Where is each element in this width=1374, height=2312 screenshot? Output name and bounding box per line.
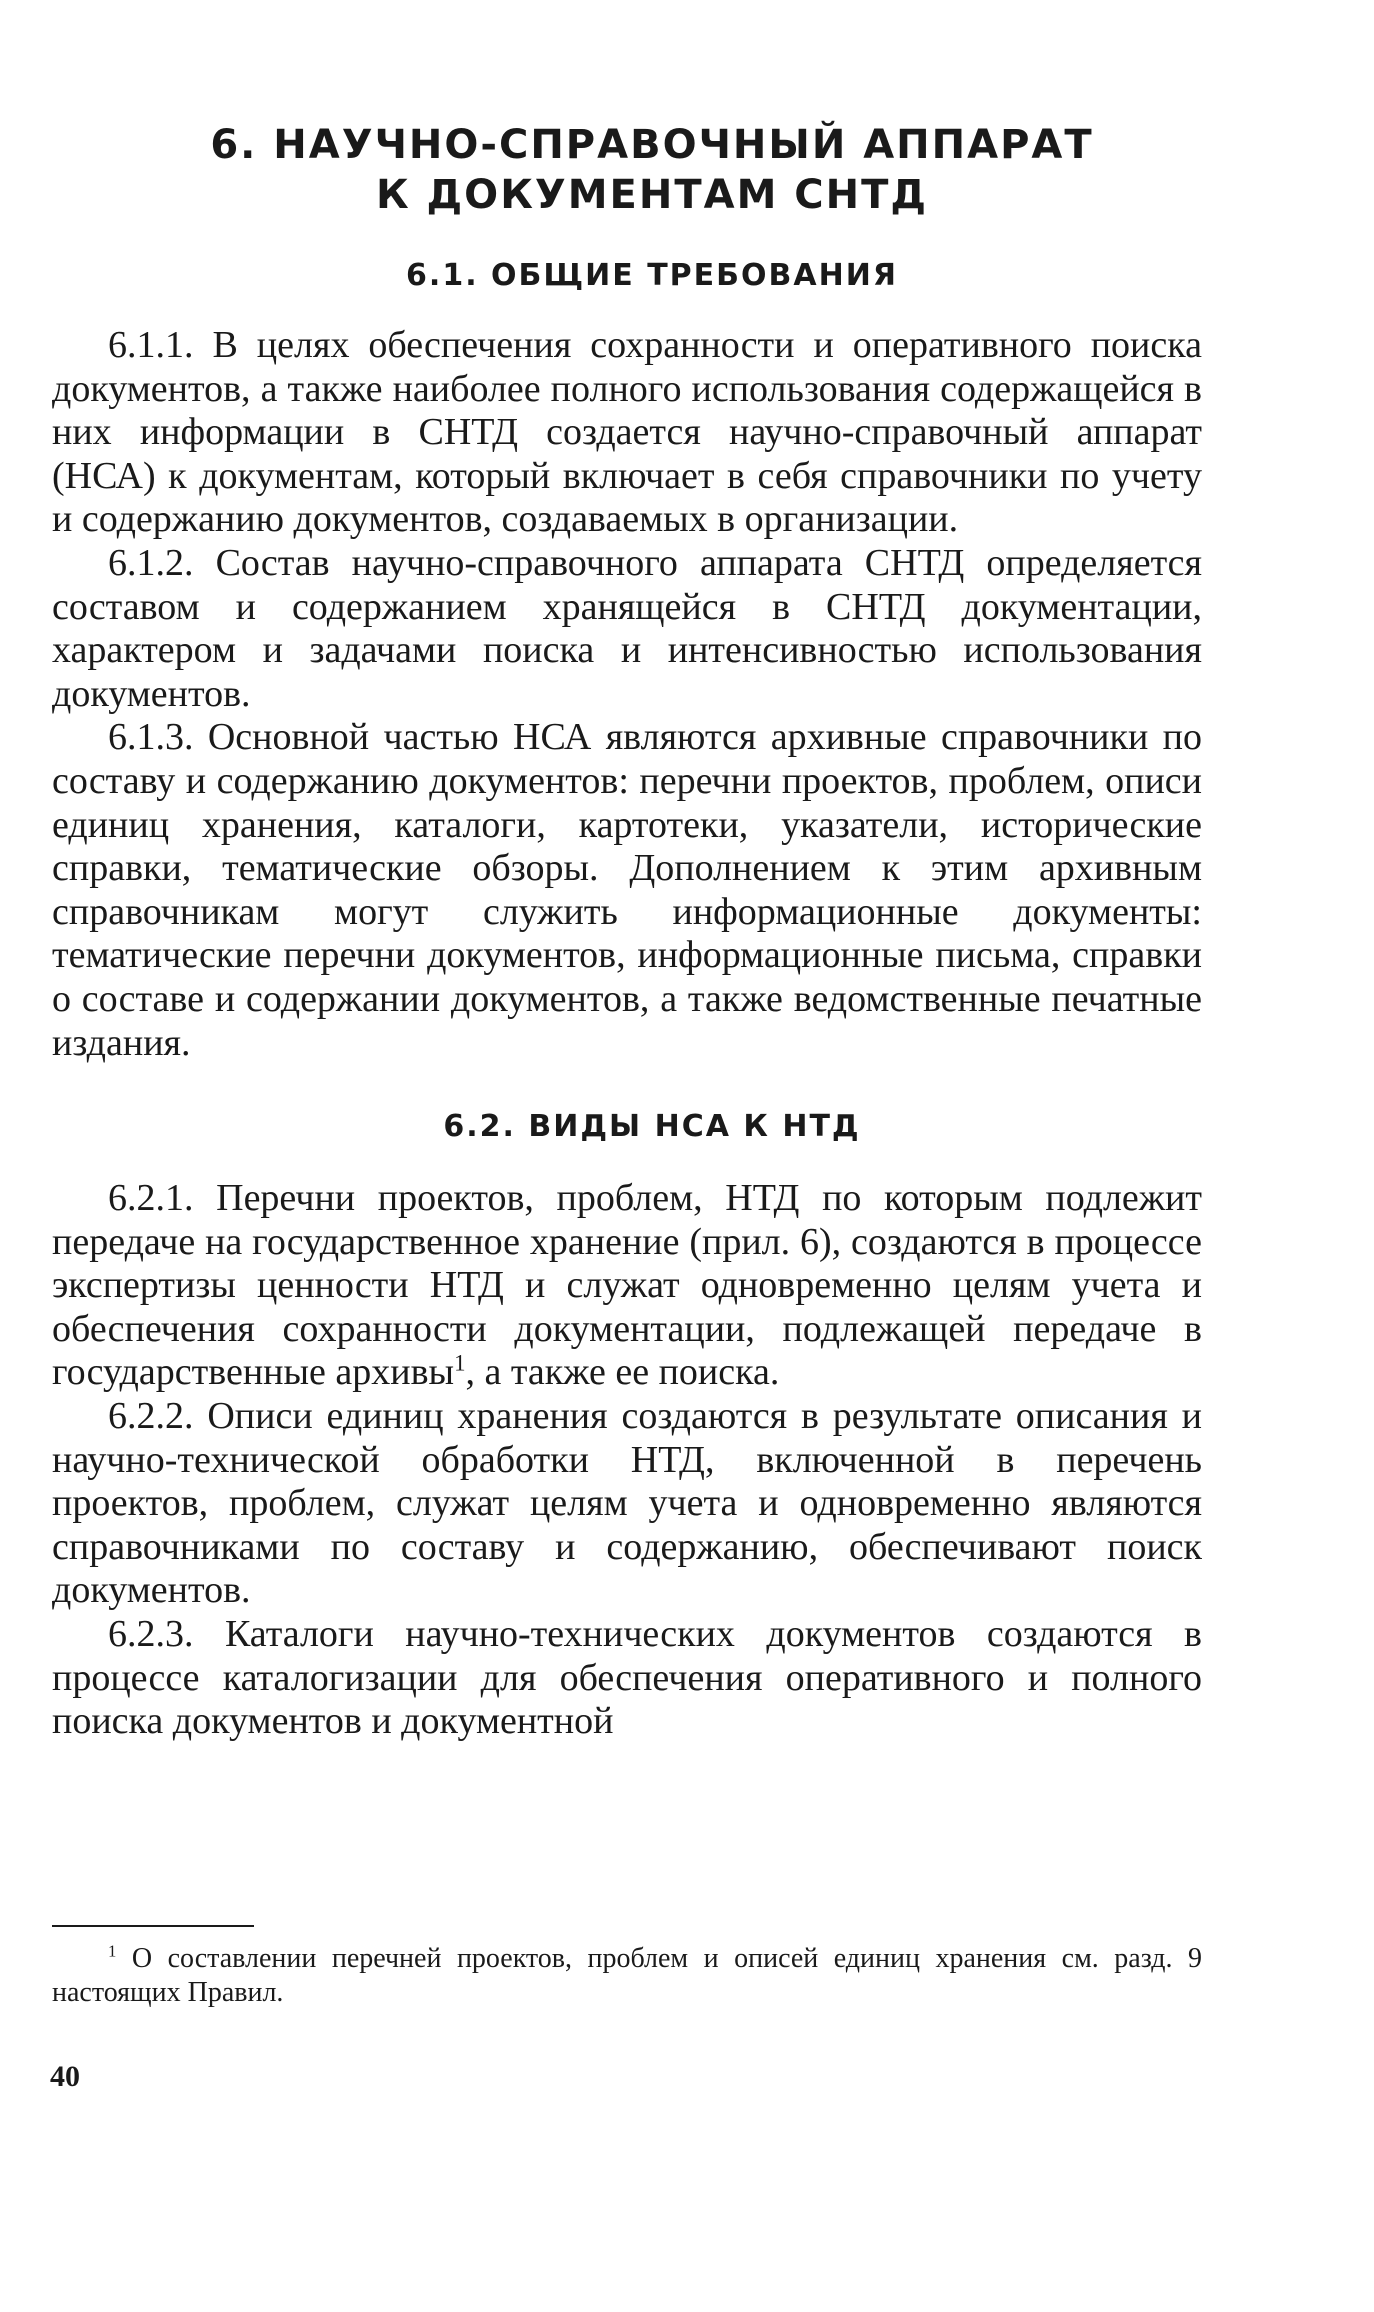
chapter-title bbox=[102, 120, 1202, 220]
page-body bbox=[52, 120, 1202, 1744]
paragraph-6-2-1-text: 6.2.1. Перечни проектов, проблем, НТД по которым подлежит передаче на государственное хранение (прил. 6), создаются в процессе экспертизы ценности НТД и служат одновременно целям учета и обеспечения сохранности документации, подлежащей передаче в государственные архивы bbox=[52, 1177, 1202, 1394]
footnote-divider bbox=[52, 1925, 254, 1927]
footnote bbox=[52, 1942, 1202, 2010]
footnote-mark: 1 bbox=[108, 1941, 117, 1961]
paragraph-6-1-1: 6.1.1. В целях обеспечения сохранности и оперативного поиска документов, а также наиболее полного использования содержащейся в них информации в СНТД создается научно-справочный аппарат (НСА) к документам, который включает в себя справочники по учету и содержанию документов, создаваемых в организации. bbox=[52, 324, 1202, 541]
paragraph-6-1-3: 6.1.3. Основной частью НСА являются архивные справочники по составу и содержанию документов: перечни проектов, проблем, описи единиц хранения, каталоги, картотеки, указатели, исторические справки, тематические обзоры. Дополнением к этим архивным справочникам могут служить информационные документы: тематические перечни документов, информационные письма, справки о составе и содержании документов, а также ведомственные печатные издания. bbox=[52, 716, 1202, 1064]
section-6-1-body bbox=[52, 324, 1202, 1065]
section-heading-6-2: 6.2. ВИДЫ НСА К НТД bbox=[443, 1109, 861, 1145]
paragraph-6-1-2: 6.1.2. Состав научно-справочного аппарата СНТД определяется составом и содержанием хранящейся в СНТД документации, характером и задачами поиска и интенсивностью использования документов. bbox=[52, 541, 1202, 715]
footnote-reference: 1 bbox=[454, 1350, 466, 1376]
paragraph-6-2-1-tail: , а также ее поиска. bbox=[465, 1351, 780, 1394]
paragraph-6-2-2: 6.2.2. Описи единиц хранения создаются в результате описания и научно-технической обработки НТД, включенной в перечень проектов, проблем, служат целям учета и одновременно являются справочниками по составу и содержанию, обеспечивают поиск документов. bbox=[52, 1395, 1202, 1612]
page-number: 40 bbox=[50, 2060, 80, 2093]
footnote-text: О составлении перечней проектов, проблем и описей единиц хранения см. разд. 9 настоящих Правил. bbox=[52, 1943, 1202, 2008]
section-heading-6-1: 6.1. ОБЩИЕ ТРЕБОВАНИЯ bbox=[406, 258, 898, 293]
paragraph-6-2-1 bbox=[52, 1177, 1202, 1395]
chapter-title-line-2: К ДОКУМЕНТАМ СНТД bbox=[375, 172, 929, 218]
paragraph-6-2-3: 6.2.3. Каталоги научно-технических документов создаются в процессе каталогизации для обеспечения оперативного и полного поиска документов и документной bbox=[52, 1613, 1202, 1743]
chapter-title-line-1: 6. НАУЧНО-СПРАВОЧНЫЙ АППАРАТ bbox=[210, 122, 1094, 168]
section-6-2-body bbox=[52, 1177, 1202, 1744]
